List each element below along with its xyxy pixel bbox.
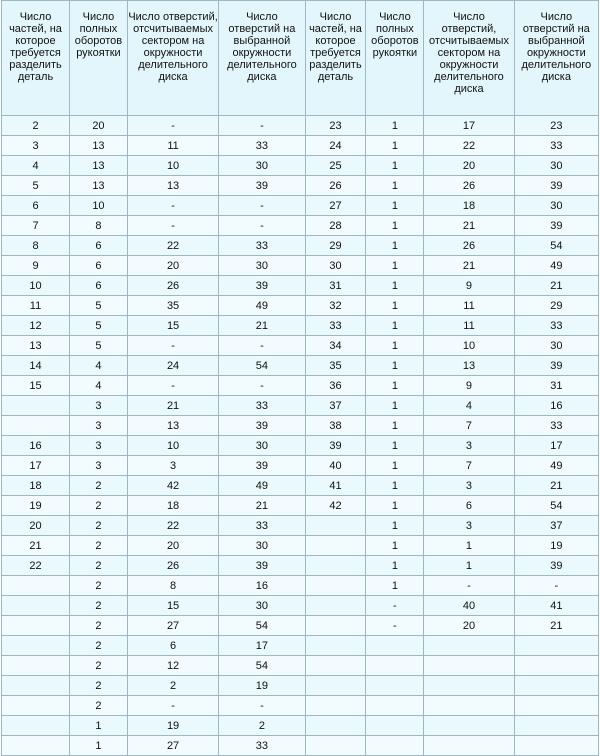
table-cell: 9	[2, 256, 70, 276]
table-cell: -	[127, 196, 218, 216]
table-cell: 2	[70, 576, 128, 596]
table-cell: 33	[219, 516, 305, 536]
table-cell: 30	[305, 256, 366, 276]
table-cell: 14	[2, 356, 70, 376]
table-cell: 15	[127, 596, 218, 616]
table-cell: 1	[366, 296, 424, 316]
table-cell: 1	[366, 256, 424, 276]
table-cell	[305, 556, 366, 576]
table-cell: 1	[366, 216, 424, 236]
table-cell: 33	[219, 236, 305, 256]
table-cell: 39	[219, 176, 305, 196]
table-cell: 5	[2, 176, 70, 196]
table-cell: 8	[70, 216, 128, 236]
table-cell: 21	[424, 256, 514, 276]
table-cell	[366, 736, 424, 756]
table-cell: -	[219, 336, 305, 356]
column-header: Число полных оборотов рукоятки	[70, 1, 128, 116]
table-cell: 39	[514, 216, 598, 236]
table-cell: 24	[305, 136, 366, 156]
table-cell: 6	[70, 236, 128, 256]
table-row	[2, 276, 599, 296]
table-cell: 39	[219, 456, 305, 476]
table-cell: 22	[127, 236, 218, 256]
table-cell	[366, 636, 424, 656]
table-cell: 22	[424, 136, 514, 156]
table-row	[2, 716, 599, 736]
column-header: Число частей, на которое требуется разделить деталь	[305, 1, 366, 116]
table-cell: 30	[219, 156, 305, 176]
table-cell: 31	[514, 376, 598, 396]
table-cell: 1	[366, 536, 424, 556]
table-cell: 2	[2, 116, 70, 136]
table-cell: 1	[70, 716, 128, 736]
table-cell: 2	[70, 476, 128, 496]
table-cell: 39	[305, 436, 366, 456]
table-cell: -	[424, 576, 514, 596]
table-row	[2, 256, 599, 276]
table-row	[2, 456, 599, 476]
table-cell: 39	[219, 556, 305, 576]
table-cell: 18	[2, 476, 70, 496]
table-row	[2, 356, 599, 376]
table-cell: 26	[424, 176, 514, 196]
table-row	[2, 216, 599, 236]
table-cell: 2	[70, 496, 128, 516]
table-cell: 3	[424, 516, 514, 536]
table-row	[2, 376, 599, 396]
table-cell	[2, 576, 70, 596]
table-cell: 1	[366, 276, 424, 296]
table-cell	[424, 656, 514, 676]
table-cell: 6	[127, 636, 218, 656]
table-row	[2, 176, 599, 196]
table-cell: 5	[70, 296, 128, 316]
table-cell: 2	[70, 596, 128, 616]
table-cell: 7	[424, 416, 514, 436]
table-cell: 11	[127, 136, 218, 156]
table-cell: 22	[127, 516, 218, 536]
table-row	[2, 396, 599, 416]
table-cell: -	[219, 216, 305, 236]
table-cell: 19	[2, 496, 70, 516]
table-cell: 9	[424, 276, 514, 296]
table-row	[2, 496, 599, 516]
table-cell: 9	[424, 376, 514, 396]
table-cell: 49	[219, 296, 305, 316]
table-cell: 26	[127, 276, 218, 296]
table-cell	[424, 676, 514, 696]
table-cell: -	[366, 596, 424, 616]
table-cell	[514, 716, 598, 736]
table-row	[2, 676, 599, 696]
table-cell: 1	[366, 176, 424, 196]
table-cell: 29	[514, 296, 598, 316]
table-cell: 1	[366, 356, 424, 376]
table-cell	[305, 536, 366, 556]
table-cell: 1	[366, 236, 424, 256]
table-cell: 20	[127, 256, 218, 276]
table-cell: 2	[70, 516, 128, 536]
table-cell: 2	[219, 716, 305, 736]
table-cell: 2	[70, 676, 128, 696]
table-cell: 17	[219, 636, 305, 656]
column-header: Число отверстий, отсчитываемых сектором на окружности делительного диска	[424, 1, 514, 116]
table-cell: -	[219, 696, 305, 716]
table-cell: -	[127, 216, 218, 236]
table-row	[2, 416, 599, 436]
table-row	[2, 736, 599, 756]
table-cell: 13	[70, 156, 128, 176]
table-cell	[2, 616, 70, 636]
table-cell: 33	[514, 316, 598, 336]
table-cell: 1	[366, 336, 424, 356]
table-cell: 21	[514, 276, 598, 296]
table-cell: 2	[70, 656, 128, 676]
table-cell: 33	[219, 396, 305, 416]
table-row	[2, 636, 599, 656]
table-cell: 34	[305, 336, 366, 356]
table-row	[2, 196, 599, 216]
table-cell	[305, 616, 366, 636]
table-cell	[305, 516, 366, 536]
table-row	[2, 556, 599, 576]
table-cell: 8	[2, 236, 70, 256]
table-cell: 11	[424, 316, 514, 336]
table-cell	[305, 696, 366, 716]
table-cell: 16	[219, 576, 305, 596]
table-cell: 1	[366, 556, 424, 576]
table-cell: 23	[305, 116, 366, 136]
table-cell	[366, 696, 424, 716]
table-cell: 36	[305, 376, 366, 396]
table-cell: 54	[219, 656, 305, 676]
table-cell: 10	[127, 156, 218, 176]
table-cell: 15	[2, 376, 70, 396]
table-cell: 11	[424, 296, 514, 316]
table-cell: 4	[70, 376, 128, 396]
table-cell	[366, 676, 424, 696]
column-header: Число отверстий на выбранной окружности делительного диска	[514, 1, 598, 116]
table-cell: 4	[2, 156, 70, 176]
table-cell: 8	[127, 576, 218, 596]
table-cell: 21	[424, 216, 514, 236]
table-cell: 21	[219, 496, 305, 516]
table-cell: 32	[305, 296, 366, 316]
table-cell: 3	[424, 436, 514, 456]
table-cell: 1	[366, 576, 424, 596]
table-cell	[305, 736, 366, 756]
table-cell	[305, 656, 366, 676]
table-cell	[2, 596, 70, 616]
table-cell: 26	[127, 556, 218, 576]
table-cell: 31	[305, 276, 366, 296]
table-cell: 3	[424, 476, 514, 496]
table-cell: 33	[305, 316, 366, 336]
table-row	[2, 476, 599, 496]
table-cell: 30	[514, 156, 598, 176]
table-row	[2, 236, 599, 256]
table-cell	[305, 596, 366, 616]
table-cell: 1	[366, 196, 424, 216]
table-cell	[366, 716, 424, 736]
table-cell: 33	[219, 736, 305, 756]
table-cell: 39	[219, 276, 305, 296]
table-cell	[2, 416, 70, 436]
table-cell: 1	[366, 376, 424, 396]
table-row	[2, 576, 599, 596]
table-cell: 4	[70, 356, 128, 376]
table-cell: 26	[424, 236, 514, 256]
table-cell	[305, 636, 366, 656]
table-cell: 13	[70, 136, 128, 156]
table-cell: 22	[2, 556, 70, 576]
table-cell: -	[219, 116, 305, 136]
table-cell: 38	[305, 416, 366, 436]
table-cell: 12	[127, 656, 218, 676]
table-cell: 6	[70, 256, 128, 276]
table-cell: 7	[424, 456, 514, 476]
table-cell: 10	[2, 276, 70, 296]
table-cell: 16	[514, 396, 598, 416]
table-cell: 30	[514, 196, 598, 216]
table-row	[2, 596, 599, 616]
table-cell: 37	[305, 396, 366, 416]
table-cell	[305, 676, 366, 696]
table-cell: 21	[514, 616, 598, 636]
column-header: Число частей, на которое требуется разделить деталь	[2, 1, 70, 116]
table-cell: 17	[424, 116, 514, 136]
table-cell: -	[219, 376, 305, 396]
table-cell	[2, 716, 70, 736]
table-cell	[2, 736, 70, 756]
table-cell: 41	[305, 476, 366, 496]
table-cell: 1	[424, 536, 514, 556]
table-cell: 49	[219, 476, 305, 496]
table-cell: 1	[424, 556, 514, 576]
table-cell: 35	[127, 296, 218, 316]
table-cell: 13	[424, 356, 514, 376]
table-cell: 20	[424, 156, 514, 176]
table-cell: 2	[70, 696, 128, 716]
table-cell: 39	[514, 176, 598, 196]
table-cell: 1	[366, 156, 424, 176]
table-cell: 54	[514, 496, 598, 516]
table-cell: 5	[70, 336, 128, 356]
table-cell: 1	[366, 396, 424, 416]
table-cell: -	[366, 616, 424, 636]
table-cell: 2	[70, 556, 128, 576]
table-cell: 6	[70, 276, 128, 296]
table-cell: 42	[127, 476, 218, 496]
table-cell: 17	[2, 456, 70, 476]
table-cell: 27	[127, 616, 218, 636]
table-cell: 3	[70, 456, 128, 476]
table-cell: 18	[424, 196, 514, 216]
table-cell: 3	[127, 456, 218, 476]
table-cell: 2	[70, 636, 128, 656]
table-cell	[305, 716, 366, 736]
table-cell: 13	[2, 336, 70, 356]
table-cell: 30	[219, 536, 305, 556]
table-cell: 10	[70, 196, 128, 216]
table-cell: 4	[424, 396, 514, 416]
table-row	[2, 316, 599, 336]
table-cell: 1	[366, 136, 424, 156]
table-cell: 6	[424, 496, 514, 516]
table-cell: 3	[70, 396, 128, 416]
table-cell: 27	[127, 736, 218, 756]
table-cell: 30	[219, 596, 305, 616]
table-cell	[424, 696, 514, 716]
table-cell: 39	[514, 556, 598, 576]
table-cell: 33	[219, 136, 305, 156]
header-row	[2, 1, 599, 116]
table-cell: 29	[305, 236, 366, 256]
table-cell: 20	[127, 536, 218, 556]
table-row	[2, 516, 599, 536]
table-cell: -	[127, 376, 218, 396]
table-cell: 16	[2, 436, 70, 456]
table-cell	[514, 656, 598, 676]
table-cell: 11	[2, 296, 70, 316]
column-header: Число полных оборотов рукоятки	[366, 1, 424, 116]
table-cell: 1	[366, 316, 424, 336]
table-row	[2, 336, 599, 356]
table-cell	[305, 576, 366, 596]
table-cell: 49	[514, 256, 598, 276]
table-cell: 49	[514, 456, 598, 476]
table-cell: 10	[127, 436, 218, 456]
table-cell: 40	[424, 596, 514, 616]
table-cell: 18	[127, 496, 218, 516]
table-row	[2, 116, 599, 136]
table-cell	[514, 636, 598, 656]
column-header: Число отверстий, отсчитываемых сектором на окружности делительного диска	[127, 1, 218, 116]
table-cell: 1	[366, 416, 424, 436]
table-cell: 30	[219, 436, 305, 456]
table-cell: 25	[305, 156, 366, 176]
table-cell: 28	[305, 216, 366, 236]
table-cell: 27	[305, 196, 366, 216]
column-header: Число отверстий на выбранной окружности делительного диска	[219, 1, 305, 116]
table-cell: 1	[366, 116, 424, 136]
table-cell: 20	[70, 116, 128, 136]
table-cell: 7	[2, 216, 70, 236]
table-row	[2, 136, 599, 156]
table-cell: 1	[366, 436, 424, 456]
table-cell: -	[127, 336, 218, 356]
table-cell: 5	[70, 316, 128, 336]
table-row	[2, 296, 599, 316]
table-cell: 21	[127, 396, 218, 416]
table-cell: 3	[2, 136, 70, 156]
table-row	[2, 536, 599, 556]
table-cell: 10	[424, 336, 514, 356]
table-cell: 2	[127, 676, 218, 696]
table-cell: 12	[2, 316, 70, 336]
table-cell: 54	[514, 236, 598, 256]
table-cell: 19	[219, 676, 305, 696]
table-cell	[2, 656, 70, 676]
table-cell: -	[127, 696, 218, 716]
table-cell: 39	[219, 416, 305, 436]
table-cell	[514, 676, 598, 696]
table-cell: 26	[305, 176, 366, 196]
table-cell	[514, 736, 598, 756]
table-cell: 41	[514, 596, 598, 616]
table-cell: 1	[366, 476, 424, 496]
table-cell: 21	[219, 316, 305, 336]
table-cell	[424, 736, 514, 756]
table-cell: -	[219, 196, 305, 216]
table-cell: 42	[305, 496, 366, 516]
table-cell: 20	[424, 616, 514, 636]
table-cell: 13	[127, 176, 218, 196]
table-cell: 33	[514, 136, 598, 156]
table-cell: 23	[514, 116, 598, 136]
table-cell: 1	[366, 456, 424, 476]
table-cell: 39	[514, 356, 598, 376]
table-row	[2, 656, 599, 676]
table-cell	[424, 716, 514, 736]
table-cell	[424, 636, 514, 656]
table-cell: 24	[127, 356, 218, 376]
table-cell: 17	[514, 436, 598, 456]
dividing-head-table	[1, 0, 599, 756]
table-cell: 3	[70, 416, 128, 436]
table-cell: 19	[514, 536, 598, 556]
table-cell: 13	[127, 416, 218, 436]
table-row	[2, 156, 599, 176]
table-cell	[2, 696, 70, 716]
table-cell: 3	[70, 436, 128, 456]
table-cell: 1	[70, 736, 128, 756]
table-cell	[366, 656, 424, 676]
table-cell: 21	[2, 536, 70, 556]
table-row	[2, 436, 599, 456]
table-cell: -	[127, 116, 218, 136]
table-cell: 54	[219, 616, 305, 636]
table-cell: 2	[70, 536, 128, 556]
table-cell: 20	[2, 516, 70, 536]
table-cell: 19	[127, 716, 218, 736]
table-cell: 1	[366, 496, 424, 516]
table-cell	[2, 636, 70, 656]
table-cell: 37	[514, 516, 598, 536]
table-cell	[2, 396, 70, 416]
table-cell: 2	[70, 616, 128, 636]
table-cell: 54	[219, 356, 305, 376]
table-cell: -	[514, 576, 598, 596]
table-cell: 30	[219, 256, 305, 276]
table-row	[2, 696, 599, 716]
table-cell	[2, 676, 70, 696]
table-cell: 15	[127, 316, 218, 336]
table-cell: 1	[366, 516, 424, 536]
table-cell: 33	[514, 416, 598, 436]
table-cell: 35	[305, 356, 366, 376]
table-cell: 6	[2, 196, 70, 216]
table-cell: 40	[305, 456, 366, 476]
table-cell: 13	[70, 176, 128, 196]
table-cell: 21	[514, 476, 598, 496]
table-row	[2, 616, 599, 636]
table-cell: 30	[514, 336, 598, 356]
table-cell	[514, 696, 598, 716]
